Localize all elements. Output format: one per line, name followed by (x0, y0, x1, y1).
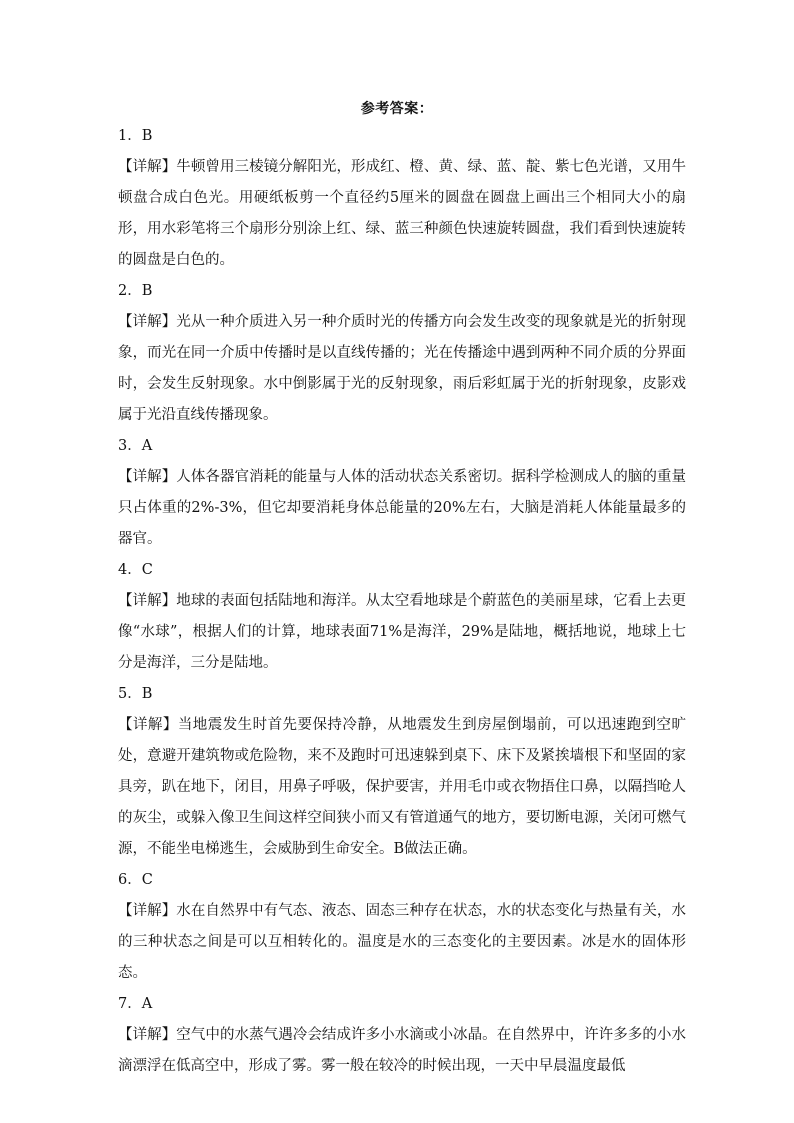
explanation-text: 光从一种介质进入另一种介质时光的传播方向会发生改变的现象就是光的折射现象，而光在同一介质中传播时是以直线传播的；光在传播途中遇到两种不同介质的分界面时，会发生反射现象。水中倒影属于光的反射现象，雨后彩虹属于光的折射现象，皮影戏属于光沿直线传播现象。 (118, 314, 686, 423)
detail-tag: 【详解】 (118, 314, 177, 330)
answer-number: 7．A (118, 996, 153, 1012)
answer-number: 5．B (118, 686, 153, 702)
answer-item-7 (118, 989, 686, 1082)
explanation-text: 空气中的水蒸气遇冷会结成许多小水滴或小冰晶。在自然界中，许许多多的小水滴漂浮在低高空中，形成了雾。雾一般在较冷的时候出现，一天中早晨温度最低 (118, 1027, 686, 1074)
detail-tag: 【详解】 (118, 469, 177, 485)
answer-number: 3．A (118, 438, 153, 454)
page-title: 参考答案： (360, 101, 434, 117)
answer-list (118, 121, 686, 1082)
answer-explanation (118, 1020, 686, 1082)
detail-tag: 【详解】 (118, 593, 177, 609)
answer-number: 6．C (118, 872, 153, 888)
answer-explanation (118, 896, 686, 989)
answer-explanation (118, 586, 686, 679)
explanation-text: 牛顿曾用三棱镜分解阳光，形成红、橙、黄、绿、蓝、靛、紫七色光谱，又用牛顿盘合成白色光。用硬纸板剪一个直径约5厘米的圆盘在圆盘上画出三个相同大小的扇形，用水彩笔将三个扇形分别涂上红、绿、蓝三种颜色快速旋转圆盘，我们看到快速旋转的圆盘是白色的。 (118, 159, 686, 268)
answer-number: 2．B (118, 283, 153, 299)
answer-number: 1．B (118, 128, 153, 144)
detail-tag: 【详解】 (118, 1027, 177, 1043)
detail-tag: 【详解】 (118, 159, 177, 175)
answer-item-2 (118, 276, 686, 431)
explanation-text: 人体各器官消耗的能量与人体的活动状态关系密切。据科学检测成人的脑的重量只占体重的2%-3%，但它却要消耗身体总能量的20%左右，大脑是消耗人体能量最多的器官。 (118, 469, 686, 547)
answer-explanation (118, 152, 686, 276)
explanation-text: 水在自然界中有气态、液态、固态三种存在状态，水的状态变化与热量有关，水的三种状态之间是可以互相转化的。温度是水的三态变化的主要因素。冰是水的固体形态。 (118, 903, 686, 981)
detail-tag: 【详解】 (118, 717, 178, 733)
answer-item-4 (118, 555, 686, 679)
answer-item-5 (118, 679, 686, 865)
answer-explanation (118, 710, 686, 865)
explanation-text: 地球的表面包括陆地和海洋。从太空看地球是个蔚蓝色的美丽星球，它看上去更像“水球”，根据人们的计算，地球表面71%是海洋，29%是陆地，概括地说，地球上七分是海洋，三分是陆地。 (118, 593, 686, 671)
detail-tag: 【详解】 (118, 903, 177, 919)
answer-explanation (118, 462, 686, 555)
answer-number: 4．C (118, 562, 153, 578)
answer-item-1 (118, 121, 686, 276)
answer-item-3 (118, 431, 686, 555)
answer-explanation (118, 307, 686, 431)
answer-item-6 (118, 865, 686, 989)
explanation-text: 当地震发生时首先要保持冷静，从地震发生到房屋倒塌前，可以迅速跑到空旷处，意避开建筑物或危险物，来不及跑时可迅速躲到桌下、床下及紧挨墙根下和坚固的家具旁，趴在地下，闭目，用鼻子呼吸，保护要害，并用毛巾或衣物捂住口鼻，以隔挡呛人的灰尘，或躲入像卫生间这样空间狭小而又有管道通气的地方，要切断电源，关闭可燃气源，不能坐电梯逃生，会威胁到生命安全。B做法正确。 (118, 717, 687, 857)
